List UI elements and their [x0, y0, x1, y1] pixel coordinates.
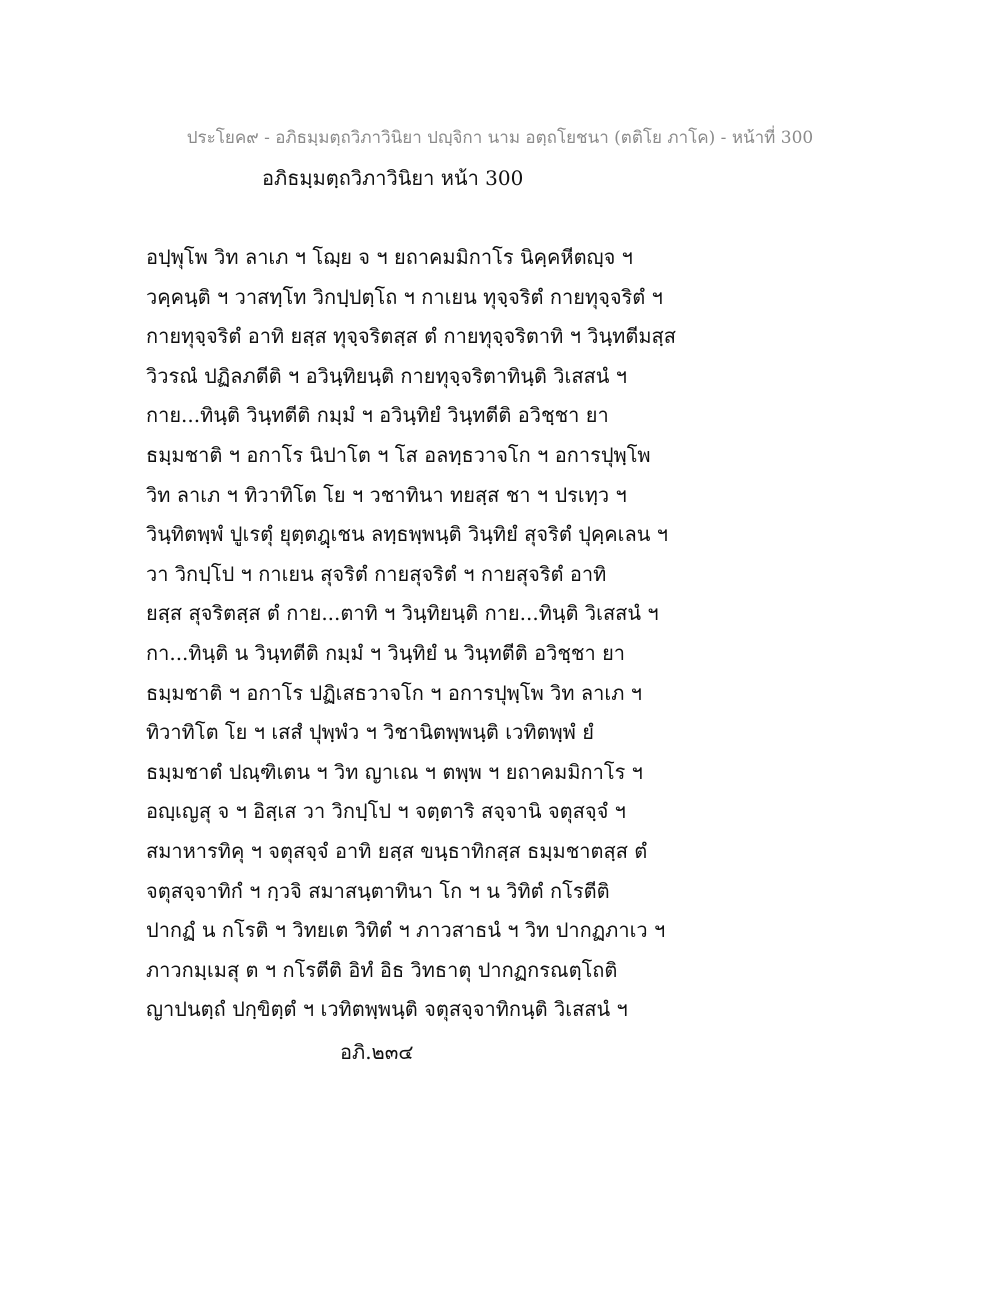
text-line: ธมฺมชาติ ฯ อกาโร นิปาโต ฯ โส อลทฺธวาจโก ฯ อการปุพฺโพ: [146, 442, 651, 467]
text-line: ทิวาทิโต โย ฯ เสสํ ปุพฺพํว ฯ วิชานิตพฺพนฺติ เวทิตพฺพํ ยํ: [146, 720, 594, 745]
text-line: ยสฺส สุจริตสฺส ตํ กาย...ตาทิ ฯ วินฺทิยนฺติ กาย...ทินฺติ วิเสสนํ ฯ: [146, 601, 659, 626]
text-line: สมาหารทิคุ ฯ จตุสจฺจํ อาทิ ยสฺส ขนฺธาทิกสฺส ธมฺมชาตสฺส ตํ: [146, 838, 648, 863]
text-line: วิวรณํ ปฏิลภตีติ ฯ อวินฺทิยนฺติ กายทุจฺจริตาทินฺติ วิเสสนํ ฯ: [146, 363, 628, 388]
text-line: กาย...ทินฺติ วินฺทตีติ กมฺมํ ฯ อวินฺทิยํ วินฺทตีติ อวิชฺชา ยา: [146, 403, 609, 428]
text-line: วินฺทิตพฺพํ ปูเรตุํ ยุตฺตฎฺเชน ลทฺธพฺพนฺติ วินฺทิยํ สุจริตํ ปุคฺคเลน ฯ: [146, 522, 668, 547]
text-line: ปากฏํ น กโรติ ฯ วิทยเต วิทิตํ ฯ ภาวสาธนํ ฯ วิท ปากฏภาเว ฯ: [146, 918, 666, 943]
text-line: ธมฺมชาตํ ปณฺฑิเตน ฯ วิท ญาเณ ฯ ตพฺพ ฯ ยถาคมมิกาโร ฯ: [146, 759, 643, 784]
text-line: วิท ลาเภ ฯ ทิวาทิโต โย ฯ วชาทินา ทยสฺส ชา ฯ ปรเทฺว ฯ: [146, 482, 627, 507]
running-header: ประโยค๙ - อภิธมฺมตฺถวิภาวินิยา ปญฺจิกา นาม อตฺถโยชนา (ตติโย ภาโค) - หน้าที่ 300: [186, 128, 814, 148]
text-line: กายทุจฺจริตํ อาทิ ยสฺส ทุจฺจริตสฺส ตํ กายทุจฺจริตาทิ ฯ วินฺทตีมสฺส: [146, 324, 676, 349]
text-line: จตุสจฺจาทิกํ ฯ กฺวจิ สมาสนฺตาทินา โก ฯ น วิทิตํ กโรตีติ: [146, 878, 610, 903]
text-line: อญฺเญสุ จ ฯ อิสฺเส วา วิกปฺโป ฯ จตฺตาริ สจฺจานิ จตุสจฺจํ ฯ: [146, 799, 626, 824]
page-folio: อภิ.๒๓๔: [340, 1040, 414, 1064]
text-line: ธมฺมชาติ ฯ อกาโร ปฏิเสธวาจโก ฯ อการปุพฺโพ วิท ลาเภ ฯ: [146, 680, 642, 705]
text-line: กา...ทินฺติ น วินฺทตีติ กมฺมํ ฯ วินฺทิยํ น วินฺทตีติ อวิชฺชา ยา: [146, 640, 626, 665]
page-heading: อภิธมฺมตฺถวิภาวินิยา หน้า 300: [262, 166, 524, 190]
body-text: [146, 238, 706, 1030]
text-line: อปฺพุโพ วิท ลาเภ ฯ โฌฺย จ ฯ ยถาคมมิกาโร นิคฺคหีตญฺจ ฯ: [146, 245, 633, 269]
text-line: ญาปนตฺถํ ปกฺขิตฺตํ ฯ เวทิตพฺพนฺติ จตุสจฺจาทิกนฺติ วิเสสนํ ฯ: [146, 997, 628, 1022]
text-line: วา วิกปฺโป ฯ กาเยน สุจริตํ กายสุจริตํ ฯ กายสุจริตํ อาทิ: [146, 561, 607, 586]
text-line: วคฺคนฺติ ฯ วาสทฺโท วิกปฺปตฺโถ ฯ กาเยน ทุจฺจริตํ กายทุจฺจริตํ ฯ: [146, 284, 663, 309]
text-line: ภาวกมฺเมสุ ต ฯ กโรตีติ อิทํ อิธ วิทธาตุ ปากฏกรณตฺโถติ: [146, 957, 618, 982]
